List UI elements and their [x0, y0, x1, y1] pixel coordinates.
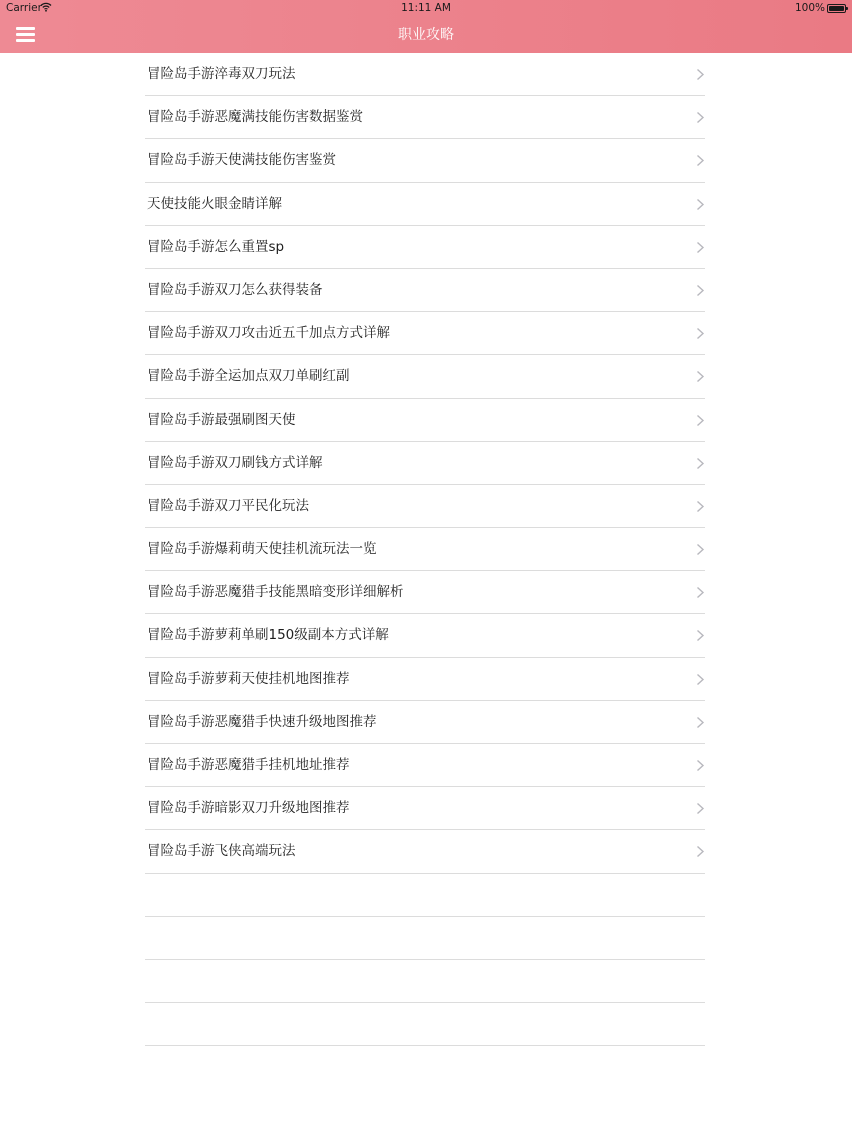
empty-row: [145, 874, 705, 917]
chevron-right-icon: [696, 198, 705, 211]
list-item-label: 天使技能火眼金睛详解: [147, 195, 282, 212]
list-item[interactable]: [145, 528, 705, 571]
list-item-label: 冒险岛手游双刀怎么获得装备: [147, 281, 323, 298]
list-item-label: 冒险岛手游最强刷图天使: [147, 411, 296, 428]
chevron-right-icon: [696, 111, 705, 124]
chevron-right-icon: [696, 629, 705, 642]
list-item-label: 冒险岛手游全运加点双刀单刷红副: [147, 368, 350, 385]
carrier-label: Carrier: [6, 2, 42, 14]
chevron-right-icon: [696, 845, 705, 858]
chevron-right-icon: [696, 241, 705, 254]
chevron-right-icon: [696, 716, 705, 729]
list-item[interactable]: [145, 53, 705, 96]
chevron-right-icon: [696, 327, 705, 340]
list-item-label: 冒险岛手游暗影双刀升级地图推荐: [147, 800, 350, 817]
chevron-right-icon: [696, 759, 705, 772]
list-item[interactable]: [145, 485, 705, 528]
chevron-right-icon: [696, 154, 705, 167]
list-item-label: 冒险岛手游萝莉单刷150级副本方式详解: [147, 627, 389, 644]
list-item[interactable]: [145, 744, 705, 787]
chevron-right-icon: [696, 370, 705, 383]
status-time: 11:11 AM: [401, 2, 451, 14]
list-item-label: 冒险岛手游双刀攻击近五千加点方式详解: [147, 325, 390, 342]
chevron-right-icon: [696, 284, 705, 297]
list-item[interactable]: [145, 571, 705, 614]
list-item-label: 冒险岛手游爆莉萌天使挂机流玩法一览: [147, 541, 377, 558]
list-item[interactable]: [145, 787, 705, 830]
list-item[interactable]: [145, 355, 705, 398]
list-item-label: 冒险岛手游淬毒双刀玩法: [147, 66, 296, 82]
empty-row: [145, 1003, 705, 1046]
chevron-right-icon: [696, 414, 705, 427]
chevron-right-icon: [696, 543, 705, 556]
battery-percent: 100%: [794, 2, 825, 14]
chevron-right-icon: [696, 457, 705, 470]
chevron-right-icon: [696, 586, 705, 599]
list-item[interactable]: [145, 614, 705, 657]
navigation-bar: [0, 0, 852, 53]
chevron-right-icon: [696, 802, 705, 815]
list-item[interactable]: [145, 226, 705, 269]
list-item-label: 冒险岛手游萝莉天使挂机地图推荐: [147, 670, 350, 687]
list-item[interactable]: [145, 269, 705, 312]
list-item[interactable]: [145, 658, 705, 701]
list-item[interactable]: [145, 139, 705, 182]
empty-row: [145, 960, 705, 1003]
status-bar: [0, 0, 852, 17]
list-item[interactable]: [145, 96, 705, 139]
chevron-right-icon: [696, 500, 705, 513]
list-item-label: 冒险岛手游双刀平民化玩法: [147, 497, 309, 514]
guide-list: [145, 53, 705, 1046]
list-item-label: 冒险岛手游飞侠高端玩法: [147, 843, 296, 860]
empty-row: [145, 917, 705, 960]
list-item-label: 冒险岛手游恶魔猎手技能黑暗变形详细解析: [147, 584, 404, 601]
chevron-right-icon: [696, 68, 705, 81]
list-item-label: 冒险岛手游恶魔猎手挂机地址推荐: [147, 757, 350, 773]
list-item[interactable]: [145, 701, 705, 744]
list-item-label: 冒险岛手游双刀刷钱方式详解: [147, 454, 323, 471]
page-title: 职业攻略: [398, 27, 454, 43]
list-item[interactable]: [145, 312, 705, 355]
list-item-label: 冒险岛手游恶魔猎手快速升级地图推荐: [147, 713, 377, 730]
list-item[interactable]: [145, 183, 705, 226]
list-item[interactable]: [145, 830, 705, 873]
chevron-right-icon: [696, 673, 705, 686]
list-item[interactable]: [145, 399, 705, 442]
battery-icon: [827, 4, 846, 13]
list-item-label: 冒险岛手游天使满技能伤害鉴赏: [147, 152, 336, 169]
list-item-label: 冒险岛手游怎么重置sp: [147, 238, 285, 255]
list-item-label: 冒险岛手游恶魔满技能伤害数据鉴赏: [147, 109, 363, 126]
list-item[interactable]: [145, 442, 705, 485]
